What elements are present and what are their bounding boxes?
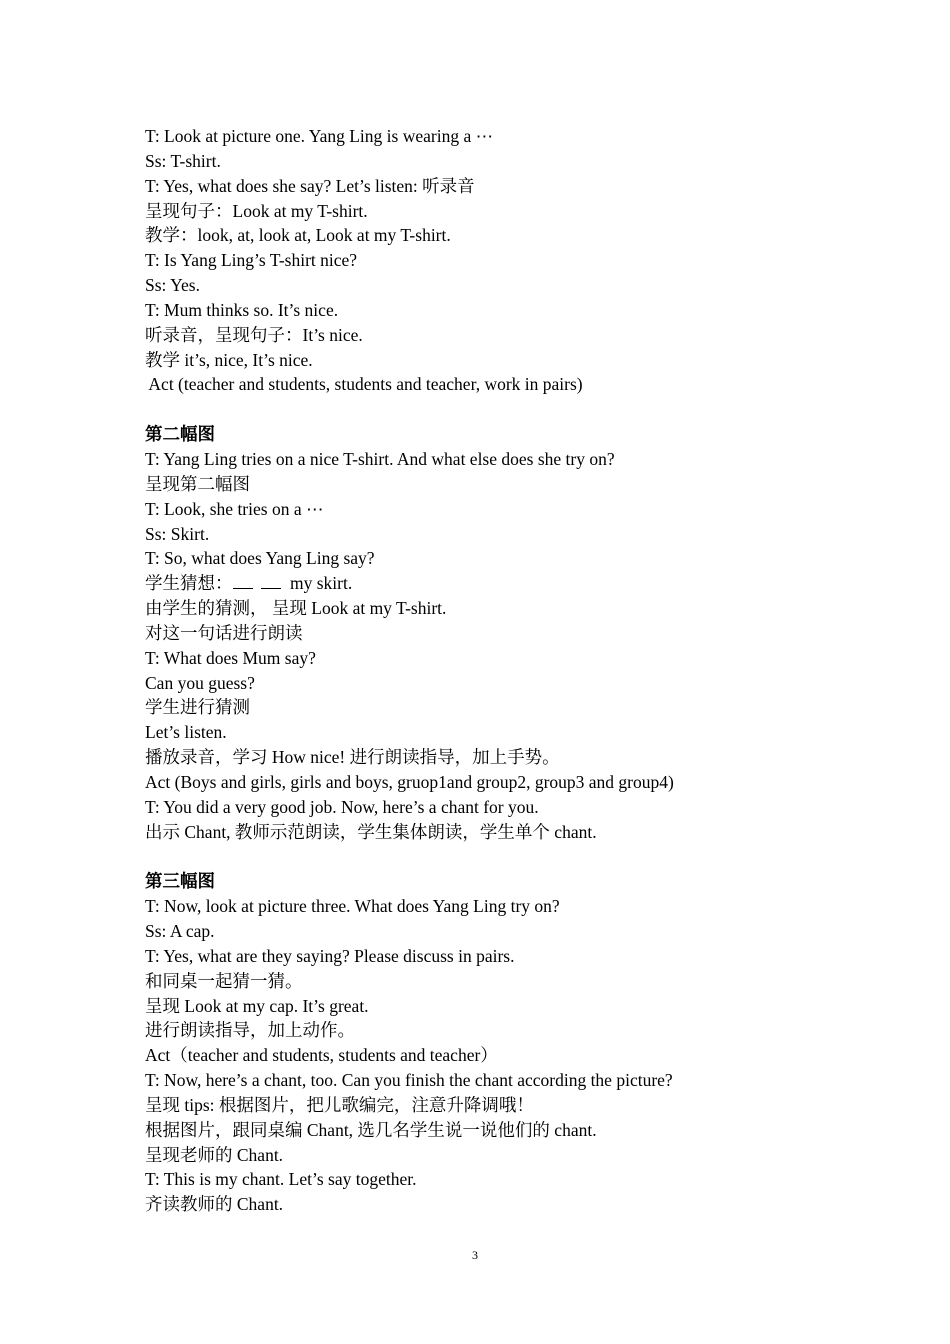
text-line: T: What does Mum say? — [145, 647, 316, 668]
document-body — [145, 124, 845, 1217]
text-line: 教学 it’s, nice, It’s nice. — [145, 349, 313, 370]
text-line: 由学生的猜测， 呈现 Look at my T-shirt. — [145, 598, 447, 619]
text-line: 根据图片，跟同桌编 Chant, 选几名学生说一说他们的 chant. — [145, 1119, 597, 1140]
text-line: Ss: A cap. — [145, 921, 215, 941]
fill-in-blank — [261, 574, 281, 589]
guess-prefix: 学生猜想： — [145, 573, 233, 594]
guess-line — [145, 571, 845, 596]
text-line: 和同桌一起猜一猜。 — [145, 970, 303, 991]
text-line: Act（teacher and students, students and teacher） — [145, 1045, 498, 1066]
text-line: 播放录音，学习 How nice! 进行朗读指导，加上手势。 — [145, 747, 560, 768]
text-line: T: Look at picture one. Yang Ling is wearing a ⋯ — [145, 126, 494, 146]
text-line: 呈现老师的 Chant. — [145, 1144, 284, 1165]
text-line: Let’s listen. — [145, 722, 227, 743]
text-line: 进行朗读指导，加上动作。 — [145, 1020, 355, 1041]
text-line: 呈现句子：Look at my T-shirt. — [145, 200, 368, 221]
text-line: 对这一句话进行朗读 — [145, 622, 303, 643]
text-line: 听录音，呈现句子：It’s nice. — [145, 324, 363, 345]
page-number: 3 — [472, 1248, 478, 1262]
text-line: T: Yes, what does she say? Let’s listen: 听录音 — [145, 175, 475, 196]
text-line: Ss: Yes. — [145, 275, 200, 296]
text-line: 齐读教师的 Chant. — [145, 1194, 284, 1215]
text-line: 教学：look, at, look at, Look at my T-shirt. — [145, 225, 451, 246]
text-line: Ss: T-shirt. — [145, 150, 221, 171]
text-line: T: Yang Ling tries on a nice T-shirt. And what else does she try on? — [145, 448, 615, 469]
text-line: 呈现第二幅图 — [145, 473, 250, 494]
text-line: 出示 Chant, 教师示范朗读，学生集体朗读，学生单个 chant. — [145, 821, 597, 842]
section-heading-picture-three: 第三幅图 — [145, 871, 215, 892]
text-line: T: So, what does Yang Ling say? — [145, 548, 375, 569]
text-line: Ss: Skirt. — [145, 523, 210, 544]
paragraph-spacer — [145, 844, 845, 869]
text-line: Act (teacher and students, students and teacher, work in pairs) — [145, 374, 583, 395]
paragraph-spacer — [145, 397, 845, 422]
text-line: T: Now, here’s a chant, too. Can you finish the chant according the picture? — [145, 1070, 673, 1091]
text-line: T: Now, look at picture three. What does Yang Ling try on? — [145, 896, 560, 917]
guess-suffix: my skirt. — [281, 573, 353, 594]
section-heading-picture-two: 第二幅图 — [145, 424, 215, 445]
text-line: T: Is Yang Ling’s T-shirt nice? — [145, 250, 358, 271]
text-line: T: Look, she tries on a ⋯ — [145, 498, 324, 519]
text-line: Act (Boys and girls, girls and boys, gruop1and group2, group3 and group4) — [145, 771, 674, 792]
text-line: T: You did a very good job. Now, here’s a chant for you. — [145, 796, 539, 817]
text-line: T: Mum thinks so. It’s nice. — [145, 299, 339, 320]
text-line: 呈现 tips: 根据图片，把儿歌编完，注意升降调哦！ — [145, 1094, 534, 1115]
text-line: 学生进行猜测 — [145, 697, 250, 718]
text-line: T: This is my chant. Let’s say together. — [145, 1169, 417, 1190]
text-line: Can you guess? — [145, 672, 255, 693]
text-line: T: Yes, what are they saying? Please discuss in pairs. — [145, 945, 515, 966]
fill-in-blank — [233, 574, 253, 589]
text-line: 呈现 Look at my cap. It’s great. — [145, 995, 369, 1016]
